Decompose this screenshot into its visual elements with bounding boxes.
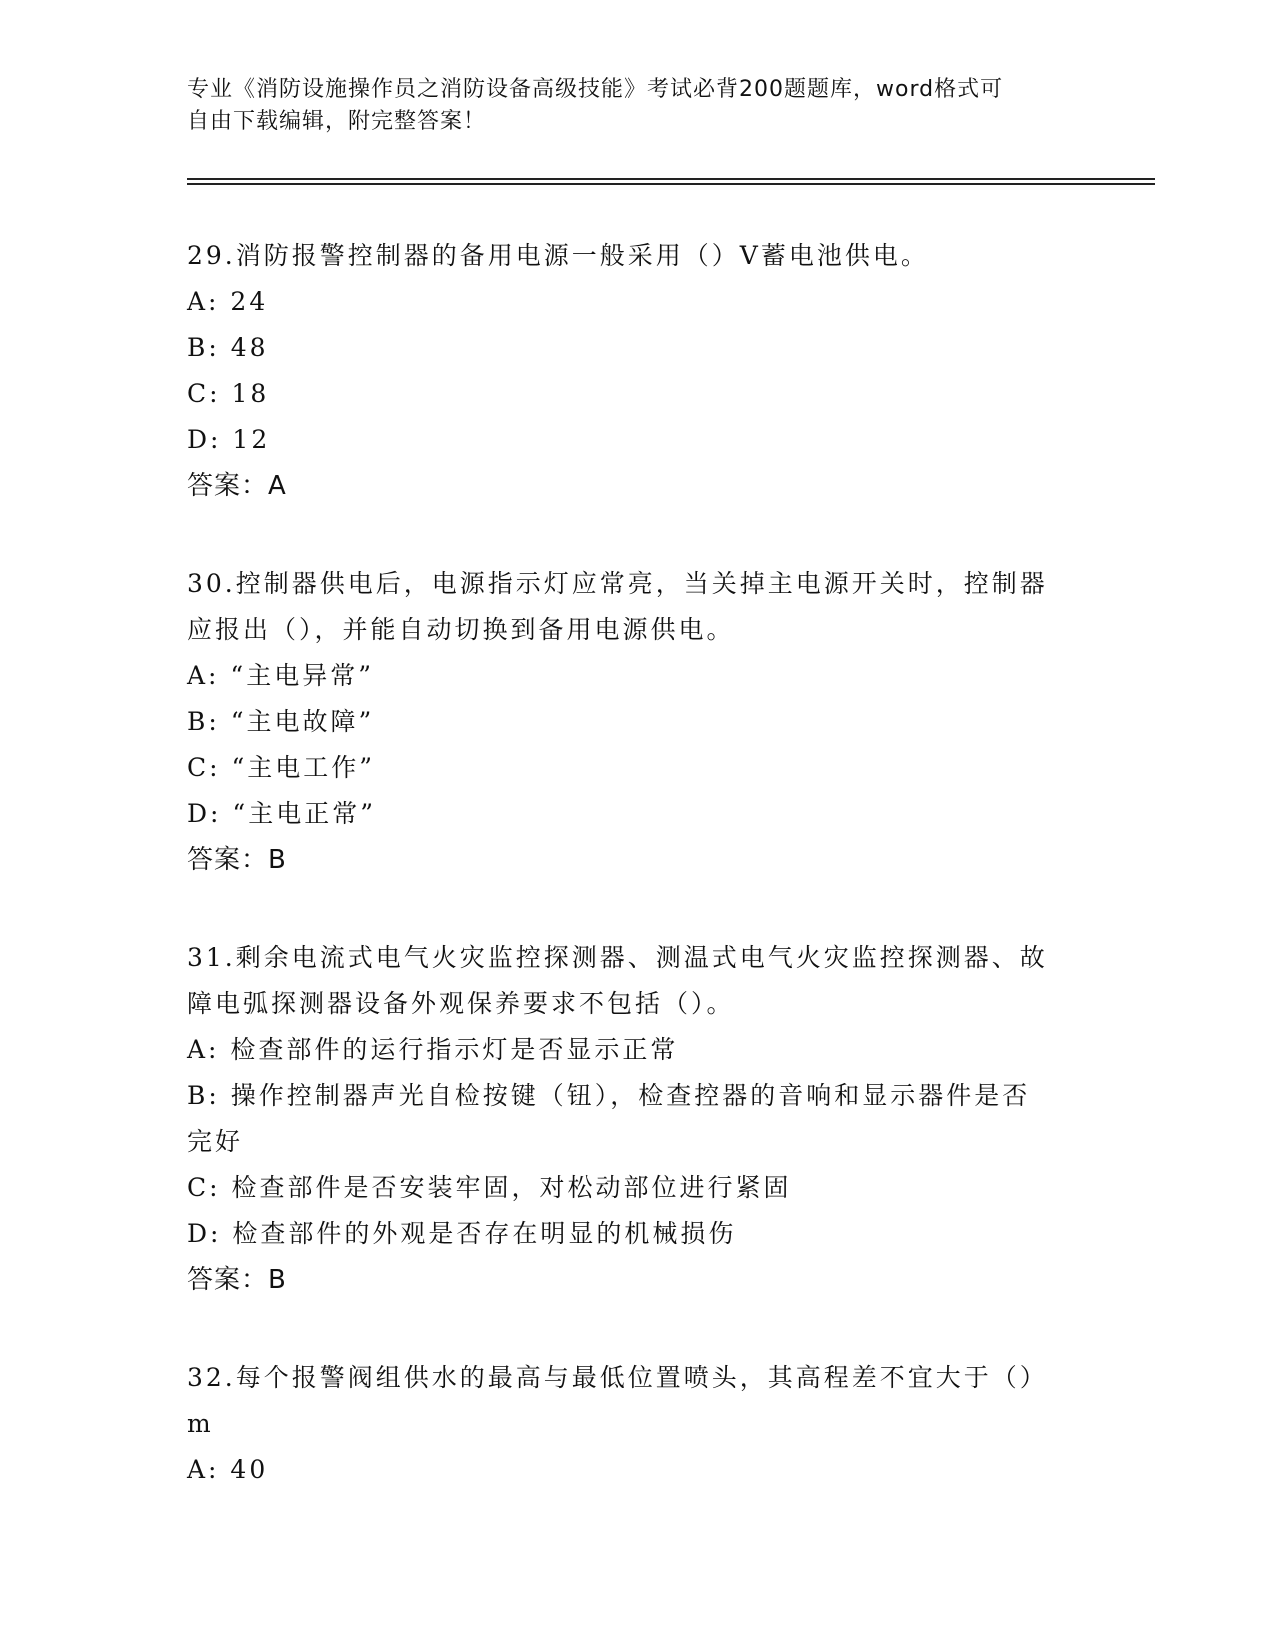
document-header (187, 74, 1067, 138)
question-list (187, 233, 1067, 1545)
header-divider-top (187, 178, 1155, 180)
question-30 (187, 561, 1067, 883)
option-d: D: “主电正常” (187, 799, 376, 828)
answer-label: 答案：A (187, 471, 287, 501)
option-d: D: 检查部件的外观是否存在明显的机械损伤 (187, 1219, 737, 1248)
answer-label: 答案：B (187, 1265, 287, 1295)
option-a: A: 检查部件的运行指示灯是否显示正常 (187, 1035, 679, 1064)
question-text-line-2: m (187, 1409, 214, 1438)
question-text-line-1: 30.控制器供电后，电源指示灯应常亮，当关掉主电源开关时，控制器 (187, 569, 1048, 598)
option-c: C: “主电工作” (187, 753, 376, 782)
question-32 (187, 1355, 1067, 1493)
option-d: D: 12 (187, 425, 271, 454)
question-text-line-1: 32.每个报警阀组供水的最高与最低位置喷头，其高程差不宜大于（） (187, 1363, 1048, 1392)
option-a: A: 40 (187, 1455, 269, 1484)
option-b: B: 操作控制器声光自检按键（钮），检查控器的音响和显示器件是否 (187, 1081, 1031, 1110)
option-a: A: “主电异常” (187, 661, 374, 690)
option-c: C: 检查部件是否安装牢固，对松动部位进行紧固 (187, 1173, 792, 1202)
option-a: A: 24 (187, 287, 269, 316)
question-text: 29.消防报警控制器的备用电源一般采用（）V蓄电池供电。 (187, 241, 929, 270)
option-b: B: “主电故障” (187, 707, 375, 736)
question-text-line-2: 障电弧探测器设备外观保养要求不包括（）。 (187, 989, 735, 1018)
question-text-line-2: 应报出（），并能自动切换到备用电源供电。 (187, 615, 735, 644)
option-c: C: 18 (187, 379, 270, 408)
answer-label: 答案：B (187, 845, 287, 875)
header-divider-bottom (187, 183, 1155, 185)
option-b: B: 48 (187, 333, 269, 362)
question-31 (187, 935, 1067, 1303)
header-line-1: 专业《消防设施操作员之消防设备高级技能》考试必背200题题库，word格式可 (187, 77, 1004, 102)
question-text-line-1: 31.剩余电流式电气火灾监控探测器、测温式电气火灾监控探测器、故 (187, 943, 1048, 972)
header-line-2: 自由下载编辑，附完整答案！ (187, 109, 487, 134)
question-29 (187, 233, 1067, 509)
option-b-continued: 完好 (187, 1127, 244, 1156)
